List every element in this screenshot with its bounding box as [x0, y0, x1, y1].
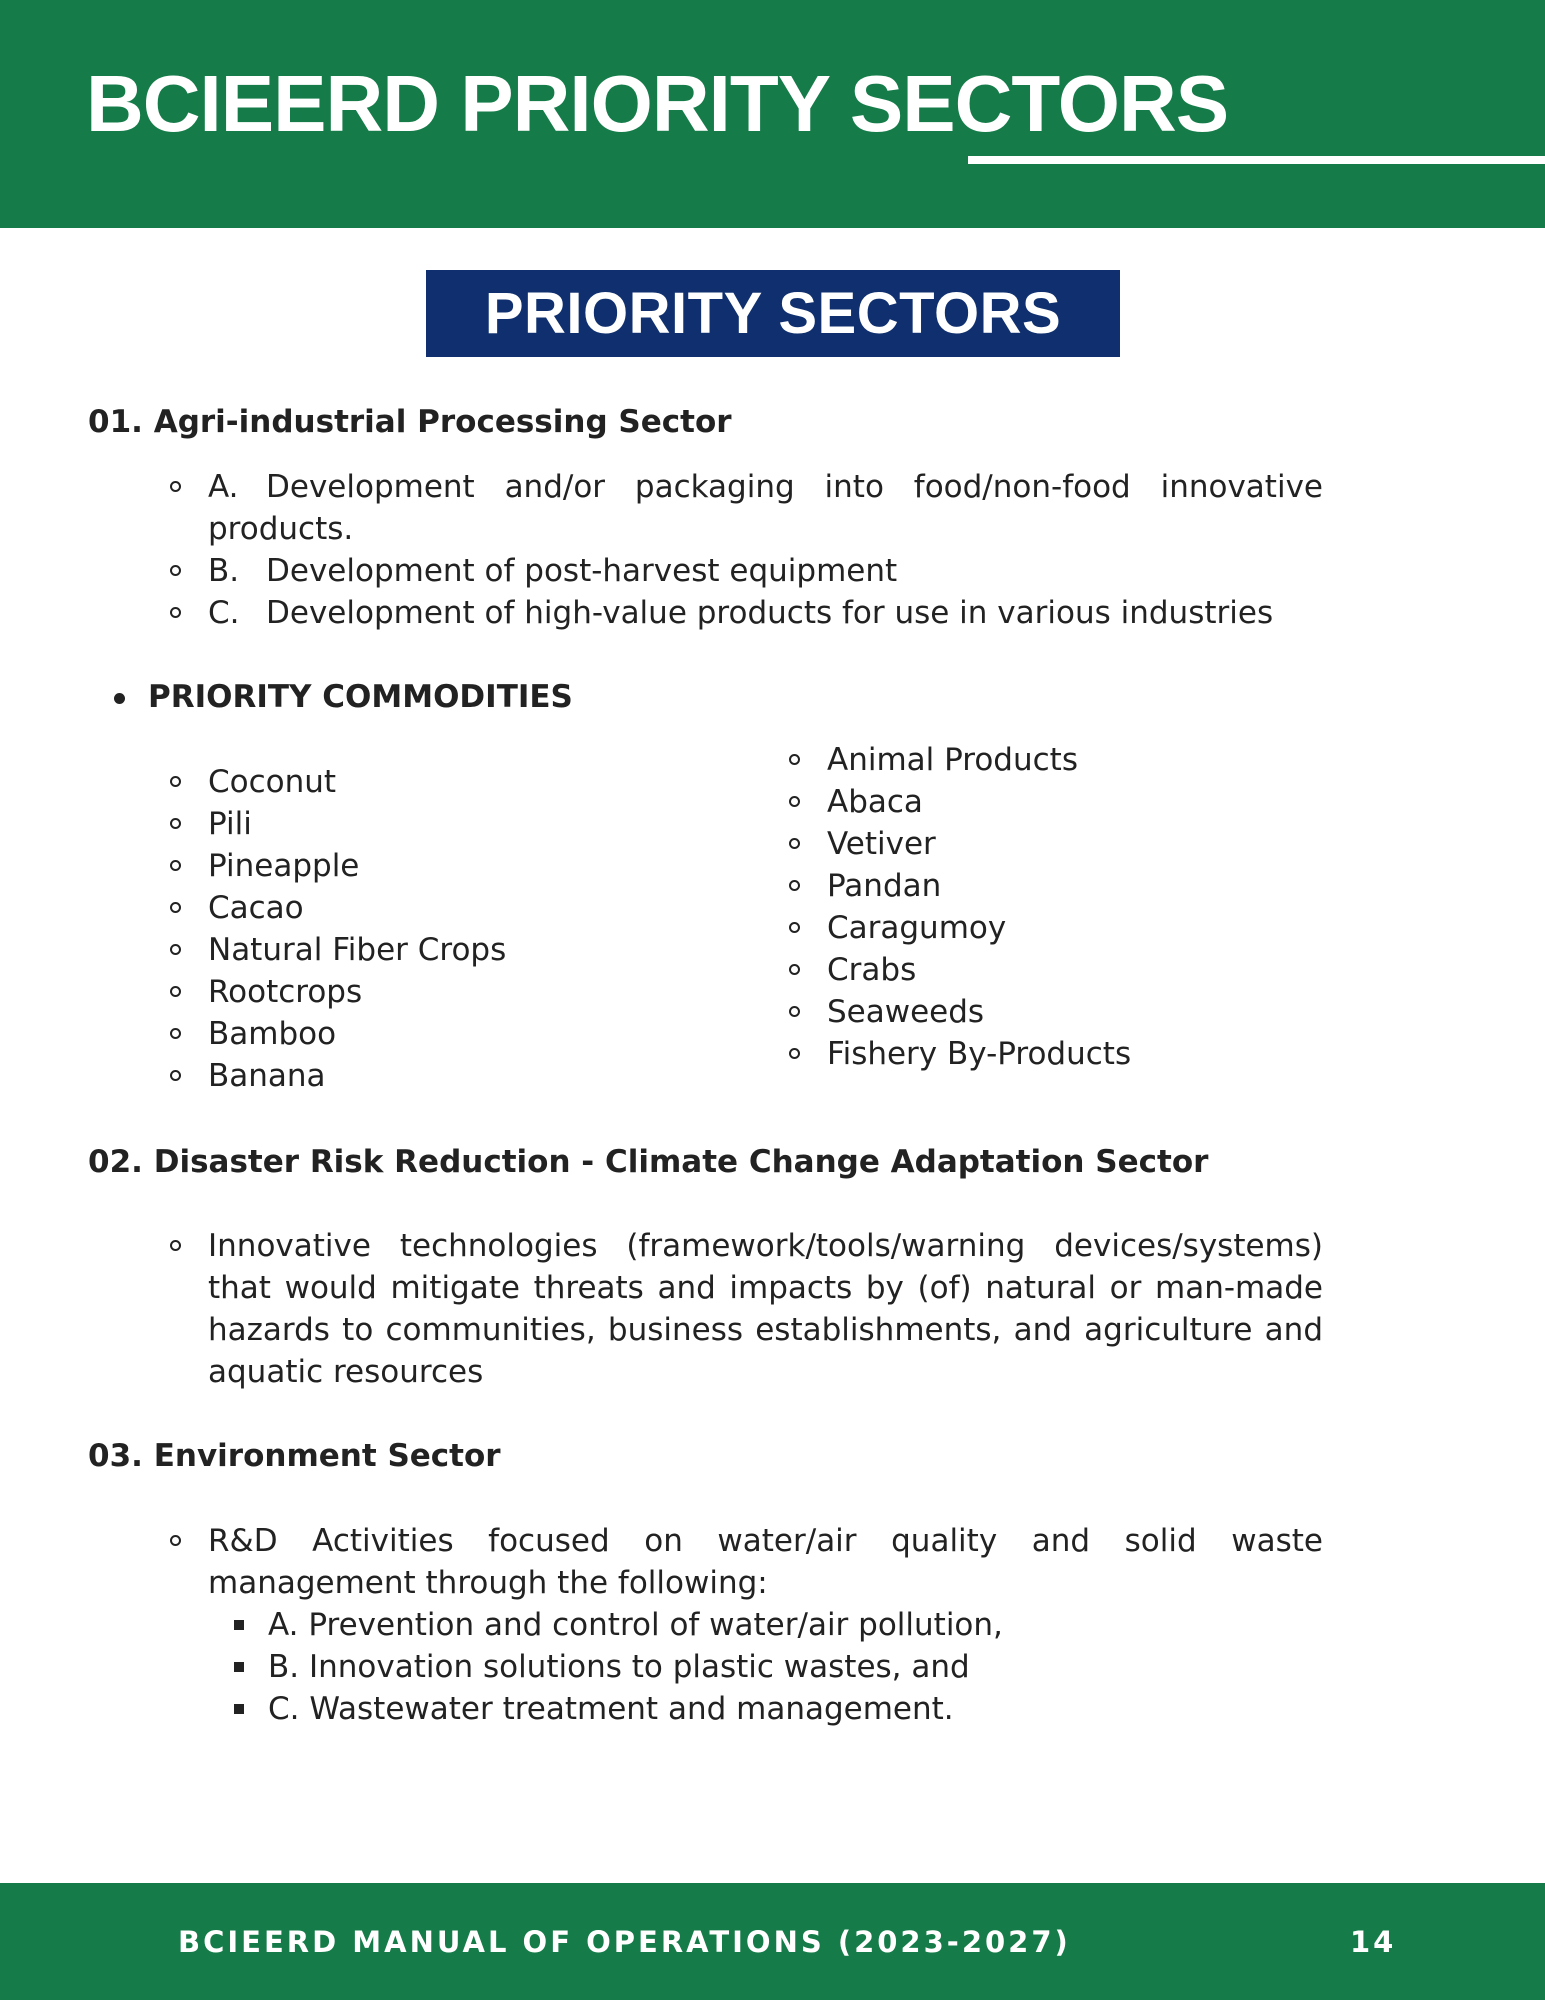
commodity: Crabs	[827, 952, 917, 988]
circle-bullet-icon	[789, 796, 800, 807]
list-item	[208, 929, 506, 971]
item-label: A.	[208, 469, 239, 505]
square-bullet-icon	[234, 1620, 244, 1630]
item-text: Development and/or packaging into food/non-food innovative products.	[208, 469, 1323, 547]
list-item	[827, 739, 1131, 781]
sector-2-title: 02. Disaster Risk Reduction - Climate Change Adaptation Sector	[88, 1144, 1209, 1180]
square-bullet-icon	[234, 1704, 244, 1714]
disc-bullet-icon	[114, 693, 125, 704]
subitem-text: C. Wastewater treatment and management.	[268, 1691, 954, 1727]
footer-band	[0, 1883, 1545, 2000]
page-number: 14	[1350, 1925, 1397, 1959]
circle-bullet-icon	[170, 1070, 181, 1081]
list-item	[208, 592, 1323, 634]
list-item	[827, 865, 1131, 907]
circle-bullet-icon	[170, 860, 181, 871]
sector-3-sublist	[208, 1604, 1323, 1730]
list-item	[827, 1033, 1131, 1075]
list-item	[208, 761, 506, 803]
circle-bullet-icon	[170, 481, 181, 492]
subitem-text: B. Innovation solutions to plastic wastes, and	[268, 1649, 970, 1685]
commodities-right-list	[827, 739, 1131, 1075]
circle-bullet-icon	[789, 838, 800, 849]
circle-bullet-icon	[170, 902, 181, 913]
circle-bullet-icon	[170, 1535, 181, 1546]
circle-bullet-icon	[789, 922, 800, 933]
commodities-left-list	[208, 761, 506, 1097]
list-item	[208, 1520, 1323, 1730]
item-text: Development of high-value products for use in various industries	[266, 595, 1274, 631]
circle-bullet-icon	[170, 776, 181, 787]
commodity: Abaca	[827, 784, 923, 820]
list-item	[208, 971, 506, 1013]
subitem-text: A. Prevention and control of water/air pollution,	[268, 1607, 1003, 1643]
list-item	[208, 887, 506, 929]
item-text: Development of post-harvest equipment	[266, 553, 898, 589]
circle-bullet-icon	[789, 880, 800, 891]
list-item	[827, 781, 1131, 823]
list-item	[827, 907, 1131, 949]
sector-3-list	[208, 1520, 1323, 1730]
list-item	[208, 1055, 506, 1097]
header-divider-line	[968, 156, 1545, 164]
sublist-item	[268, 1604, 1323, 1646]
sublist-item	[268, 1688, 1323, 1730]
item-text: R&D Activities focused on water/air quality and solid waste management through the following:	[208, 1523, 1323, 1601]
circle-bullet-icon	[170, 1240, 181, 1251]
sector-2-list	[208, 1225, 1323, 1393]
header-band	[0, 0, 1545, 228]
section-badge: PRIORITY SECTORS	[426, 270, 1120, 357]
list-item	[208, 466, 1323, 550]
list-item	[827, 991, 1131, 1033]
sector-3-title: 03. Environment Sector	[88, 1438, 501, 1474]
sector-1-list	[208, 466, 1323, 634]
list-item	[208, 1013, 506, 1055]
footer-title: BCIEERD MANUAL OF OPERATIONS (2023-2027)	[178, 1925, 1071, 1959]
circle-bullet-icon	[789, 1048, 800, 1059]
commodity: Pineapple	[208, 848, 360, 884]
item-label: C.	[208, 595, 240, 631]
item-text: Innovative technologies (framework/tools/warning devices/systems) that would mitigate threats and impacts by (of) natural or man-made hazards to communities, business establishments, and agriculture and aquatic resources	[208, 1228, 1323, 1390]
commodity: Pili	[208, 806, 252, 842]
circle-bullet-icon	[170, 565, 181, 576]
commodity: Seaweeds	[827, 994, 985, 1030]
item-label: B.	[208, 553, 240, 589]
circle-bullet-icon	[789, 754, 800, 765]
commodity: Rootcrops	[208, 974, 363, 1010]
circle-bullet-icon	[170, 607, 181, 618]
list-item	[208, 1225, 1323, 1393]
commodity: Banana	[208, 1058, 326, 1094]
circle-bullet-icon	[170, 818, 181, 829]
circle-bullet-icon	[789, 1006, 800, 1017]
list-item	[827, 823, 1131, 865]
commodity: Fishery By-Products	[827, 1036, 1132, 1072]
square-bullet-icon	[234, 1662, 244, 1672]
sector-1-title: 01. Agri-industrial Processing Sector	[88, 404, 732, 440]
commodity: Pandan	[827, 868, 942, 904]
circle-bullet-icon	[170, 1028, 181, 1039]
commodity: Vetiver	[827, 826, 936, 862]
commodity: Bamboo	[208, 1016, 337, 1052]
circle-bullet-icon	[170, 986, 181, 997]
list-item	[208, 845, 506, 887]
list-item	[208, 550, 1323, 592]
sublist-item	[268, 1646, 1323, 1688]
priority-commodities-title: PRIORITY COMMODITIES	[148, 679, 573, 715]
circle-bullet-icon	[789, 964, 800, 975]
commodity: Natural Fiber Crops	[208, 932, 507, 968]
commodity: Cacao	[208, 890, 304, 926]
circle-bullet-icon	[170, 944, 181, 955]
page-title: BCIEERD PRIORITY SECTORS	[86, 59, 1229, 148]
list-item	[827, 949, 1131, 991]
list-item	[208, 803, 506, 845]
commodity: Animal Products	[827, 742, 1078, 778]
commodity: Coconut	[208, 764, 337, 800]
commodity: Caragumoy	[827, 910, 1007, 946]
